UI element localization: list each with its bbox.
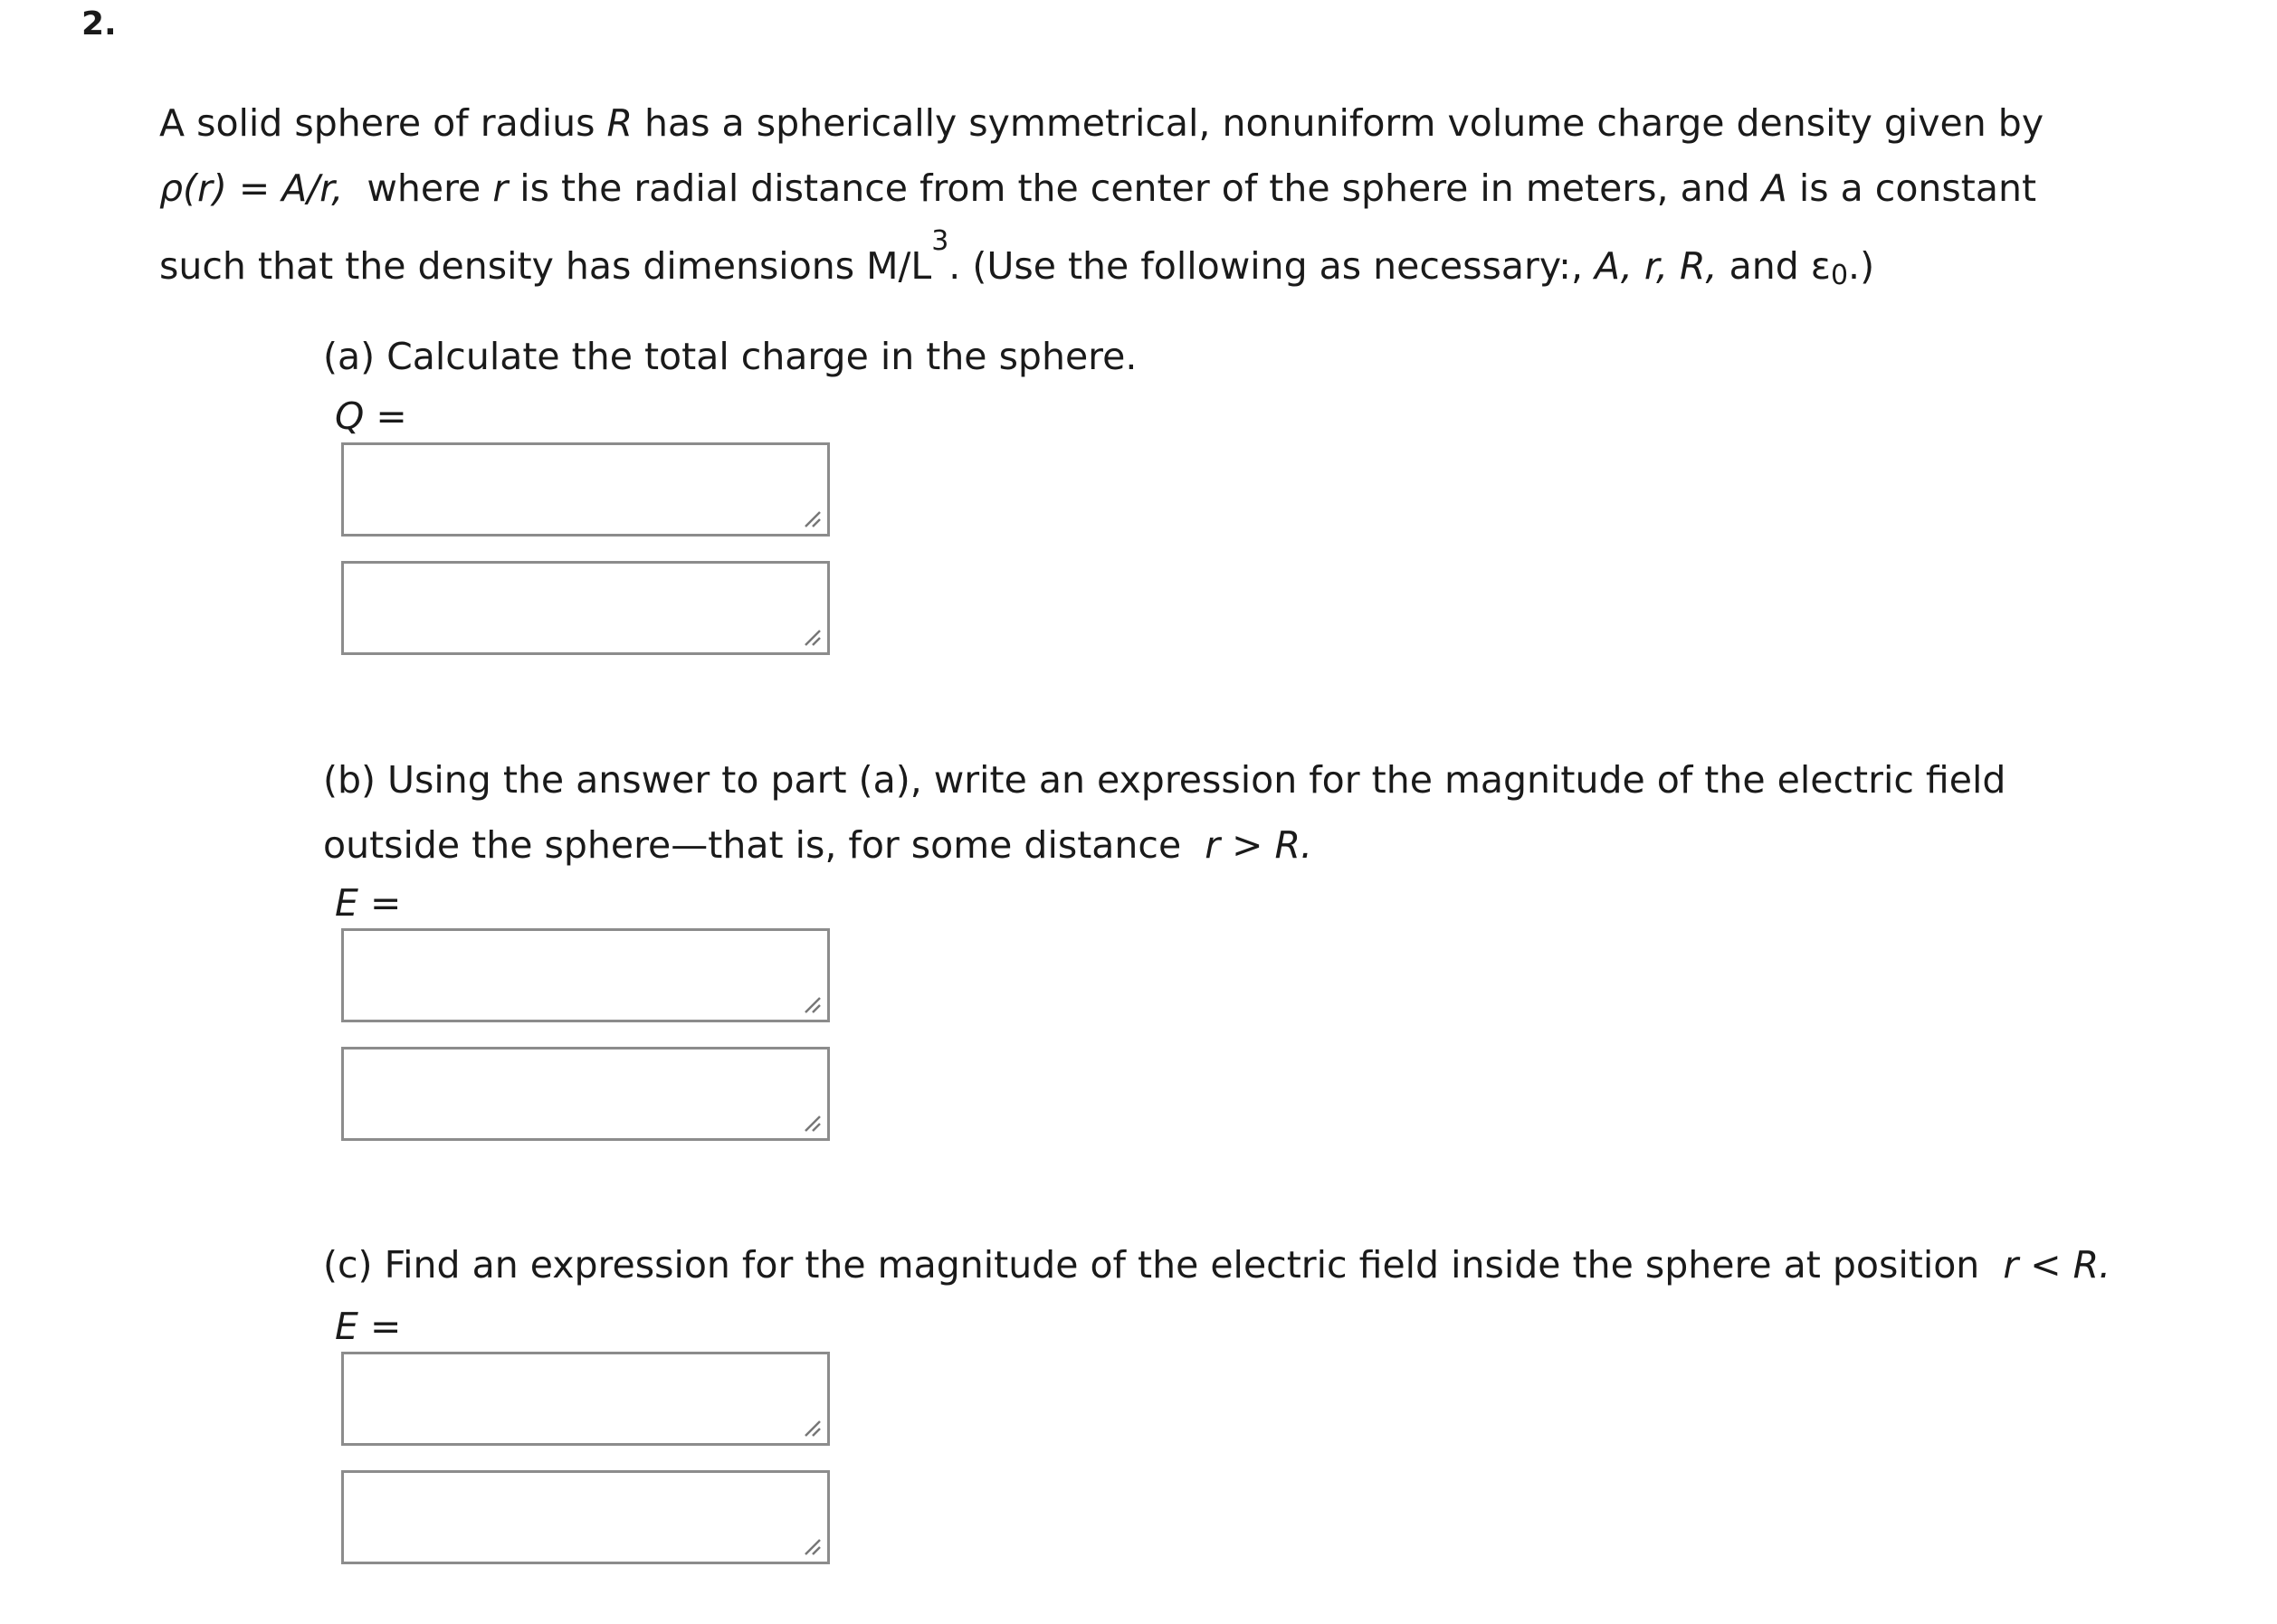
answer-box-c1[interactable] (341, 1352, 830, 1446)
part-b-label: E = (335, 881, 402, 925)
resize-grip-icon[interactable] (802, 627, 822, 647)
question-number: 2. (81, 5, 117, 43)
resize-grip-icon[interactable] (802, 1418, 822, 1438)
answer-box-c2[interactable] (341, 1470, 830, 1564)
part-a-label: Q = (335, 394, 407, 438)
resize-grip-icon[interactable] (802, 1536, 822, 1556)
part-c-prompt: (c) Find an expression for the magnitude of the electric field inside the sphere at position r < R. (323, 1243, 2111, 1287)
part-c-label: E = (335, 1305, 402, 1348)
part-b-prompt-line-2: outside the sphere—that is, for some distance r > R. (323, 823, 1313, 867)
intro-line-3: such that the density has dimensions $M/L^3$. (Use the following as necessary:, A, r, R, and $\varepsilon_0$.) (159, 225, 1875, 291)
answer-box-b1[interactable] (341, 928, 830, 1022)
part-a-prompt: (a) Calculate the total charge in the sphere. (323, 335, 1138, 378)
intro-line-1: A solid sphere of radius R has a spherically symmetrical, nonuniform volume charge density given by (159, 101, 2044, 145)
resize-grip-icon[interactable] (802, 508, 822, 528)
intro-line-2: ρ(r) = A/r, where r is the radial distance from the center of the sphere in meters, and A is a constant (159, 166, 2037, 210)
part-b-prompt-line-1: (b) Using the answer to part (a), write an expression for the magnitude of the electric field (323, 758, 2006, 802)
problem-statement (159, 90, 2241, 299)
resize-grip-icon[interactable] (802, 994, 822, 1014)
answer-box-b2[interactable] (341, 1047, 830, 1141)
answer-box-a1[interactable] (341, 442, 830, 537)
answer-box-a2[interactable] (341, 561, 830, 655)
resize-grip-icon[interactable] (802, 1113, 822, 1133)
